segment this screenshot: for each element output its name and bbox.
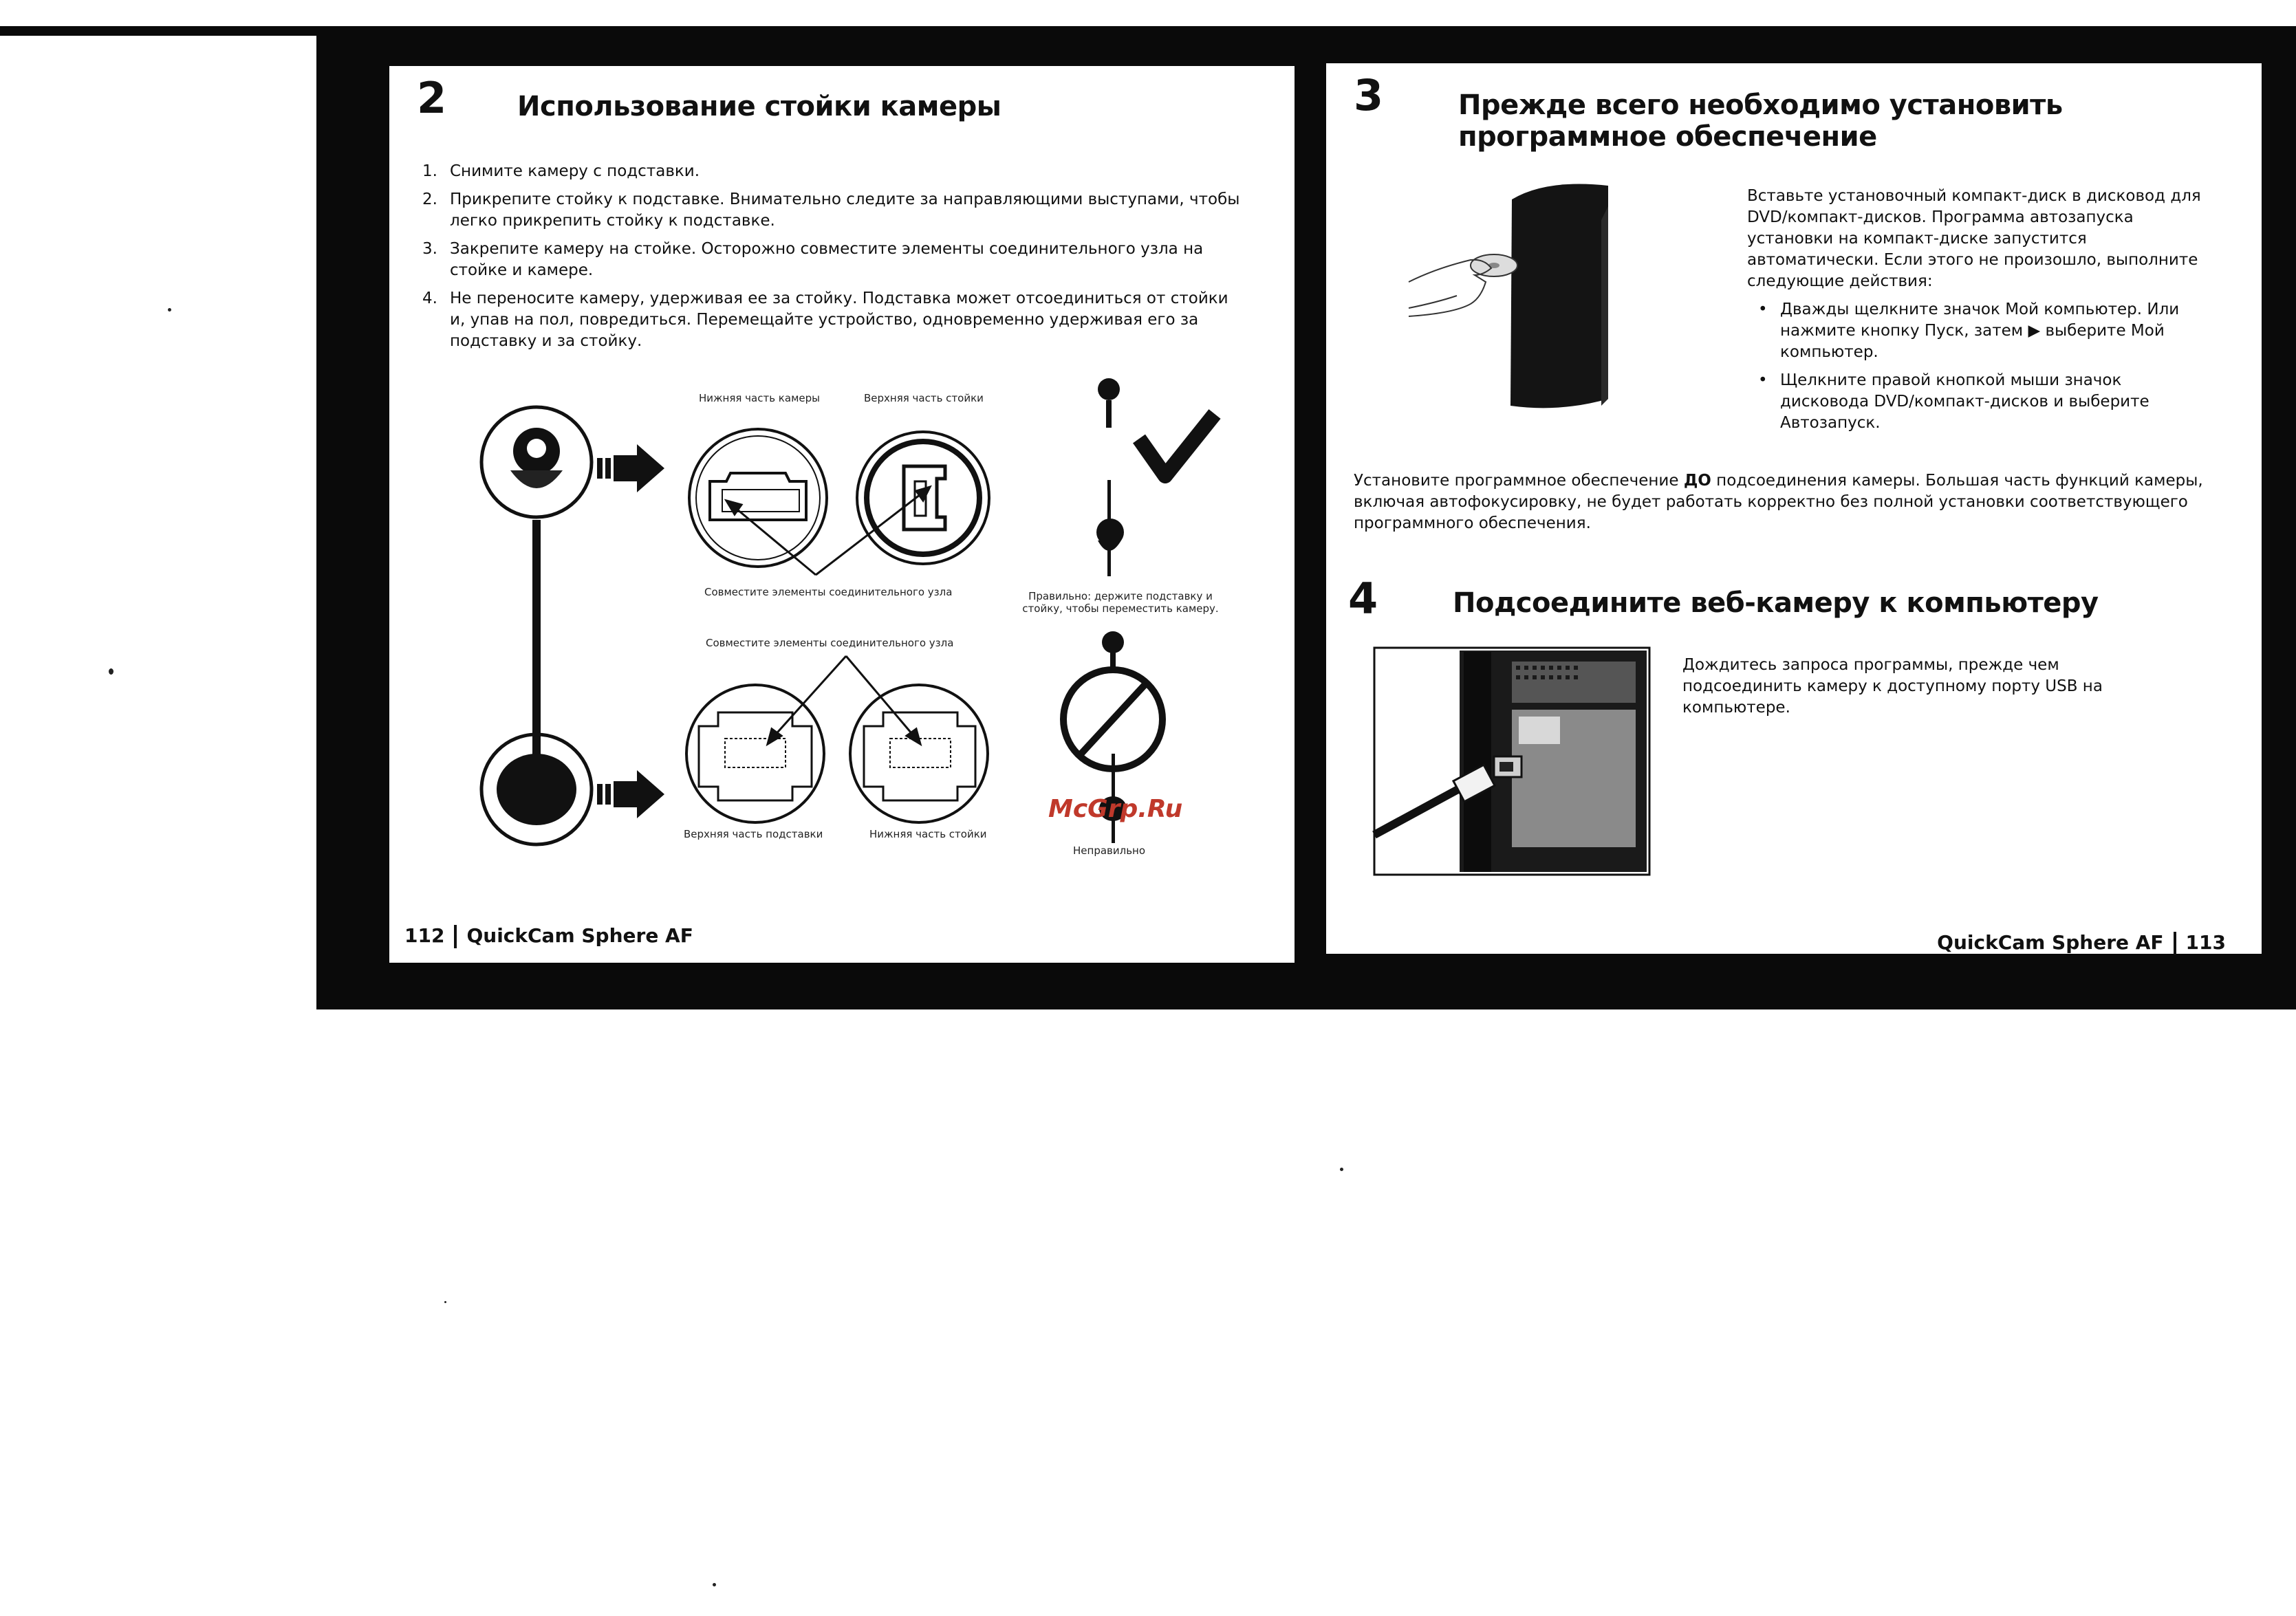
base-connector-circle bbox=[686, 685, 824, 822]
label-correct: Правильно: держите подставку и стойку, чтобы переместить камеру. bbox=[1022, 590, 1219, 615]
watermark: McGrp.Ru bbox=[1048, 795, 1183, 823]
stand-bottom-connector-circle bbox=[850, 685, 988, 822]
footer-divider bbox=[2174, 932, 2176, 955]
step-item: 2. Прикрепите стойку к подставке. Внимательно следите за направляющими выступами, чтобы легко прикрепить стойку к подставке. bbox=[422, 190, 1240, 230]
align-arrow-lines bbox=[768, 656, 920, 744]
usb-connection-photo bbox=[1374, 648, 1649, 875]
step-item: 3. Закрепите камеру на стойке. Осторожно совместите элементы соединительного узла на стойке и камере. bbox=[422, 240, 1204, 279]
scan-speck bbox=[1340, 1168, 1343, 1171]
label-camera-bottom: Нижняя часть камеры bbox=[699, 392, 820, 404]
section3-note: Установите программное обеспечение ДО подсоединения камеры. Большая часть функций камеры, включая автофокусировку, не будет работать корректно без полной установки соответствующего программного обеспечения. bbox=[1354, 472, 2203, 532]
scan-speck bbox=[713, 1583, 716, 1586]
scan-speck bbox=[109, 668, 113, 675]
footer-divider bbox=[454, 925, 457, 948]
cd-drive-illustration bbox=[1409, 179, 1656, 433]
right-page bbox=[1326, 63, 2262, 954]
label-align-1: Совместите элементы соединительного узла bbox=[704, 586, 953, 598]
page-number-112: 112 bbox=[404, 924, 445, 947]
step-item: 4. Не переносите камеру, удерживая ее за стойку. Подставка может отсоединиться от стойки и, упав на пол, повредиться. Перемещайте устройство, одновременно удерживая его за подставку и за стойку. bbox=[422, 290, 1228, 350]
section-number-2: 2 bbox=[417, 73, 447, 123]
section-number-3: 3 bbox=[1354, 70, 1384, 120]
product-name: QuickCam Sphere AF bbox=[1937, 931, 2164, 954]
section3-bullets bbox=[1747, 299, 2215, 434]
product-name: QuickCam Sphere AF bbox=[466, 924, 693, 947]
label-align-2: Совместите элементы соединительного узла bbox=[706, 637, 954, 649]
label-incorrect: Неправильно bbox=[1073, 844, 1146, 857]
scan-speck bbox=[168, 308, 171, 312]
note-emphasis: ДО bbox=[1683, 472, 1711, 490]
label-stand-top: Верхняя часть стойки bbox=[864, 392, 984, 404]
align-arrow-lines bbox=[726, 487, 930, 575]
section-title-3: Прежде всего необходимо установить программное обеспечение bbox=[1458, 89, 2063, 153]
scan-edge bbox=[0, 26, 323, 36]
section-title-2: Использование стойки камеры bbox=[517, 91, 1001, 122]
bullet-item: • Дважды щелкните значок Мой компьютер. Или нажмите кнопку Пуск, затем ▶ выберите Мой компьютер. bbox=[1747, 299, 2215, 363]
camera-connector-circle bbox=[689, 429, 827, 567]
section-title-4: Подсоедините веб-камеру к компьютеру bbox=[1453, 587, 2099, 619]
left-footer bbox=[404, 924, 693, 948]
stand-line bbox=[532, 520, 541, 788]
bullet-item: • Щелкните правой кнопкой мыши значок дисковода DVD/компакт-дисков и выберите Автозапуск. bbox=[1747, 370, 2215, 434]
section3-content bbox=[1747, 186, 2215, 441]
scan-speck bbox=[444, 1301, 446, 1303]
section4-text: Дождитесь запроса программы, прежде чем подсоединить камеру к доступному порту USB на компьютере. bbox=[1682, 656, 2103, 717]
label-base-top: Верхняя часть подставки bbox=[684, 828, 823, 840]
arrow-icon bbox=[597, 444, 664, 492]
checkmark-icon bbox=[1139, 414, 1215, 476]
left-page bbox=[389, 66, 1295, 963]
section-number-4: 4 bbox=[1348, 574, 1378, 624]
correct-camera-illustration bbox=[1096, 378, 1124, 576]
step-item: 1. Снимите камеру с подставки. bbox=[422, 162, 700, 180]
assembly-diagram bbox=[389, 66, 1295, 960]
arrow-icon bbox=[597, 770, 664, 818]
label-stand-bottom: Нижняя часть стойки bbox=[869, 828, 987, 840]
camera-circle-illustration bbox=[481, 407, 592, 517]
right-footer bbox=[1937, 931, 2226, 955]
section3-intro: Вставьте установочный компакт-диск в дисковод для DVD/компакт-дисков. Программа автозапуска установки на компакт-диске запустится автоматически. Если этого не произошло, выполните следующие действия: bbox=[1747, 187, 2201, 290]
page-number-113: 113 bbox=[2185, 931, 2226, 954]
